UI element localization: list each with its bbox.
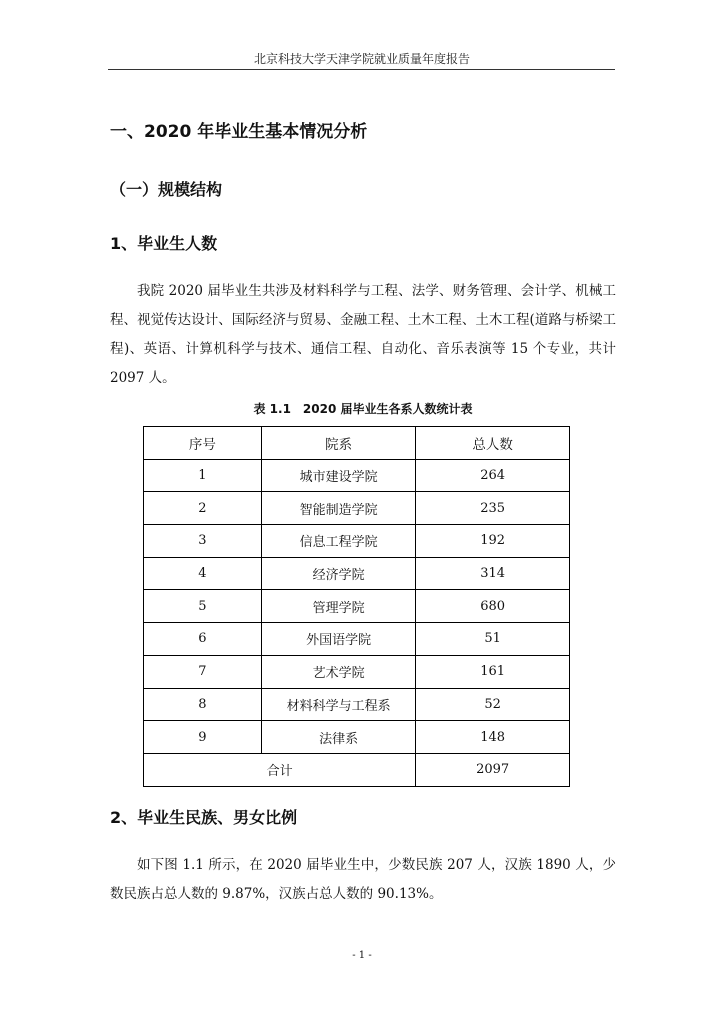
cell-total: 192 (416, 525, 570, 558)
cell-index: 8 (144, 688, 262, 721)
cell-index: 1 (144, 459, 262, 492)
table-row (144, 688, 570, 721)
table-caption: 表 1.1 2020 届毕业生各系人数统计表 (253, 402, 473, 416)
cell-department: 城市建设学院 (261, 459, 415, 492)
cell-total: 52 (416, 688, 570, 721)
subsection-title: （一）规模结构 (110, 180, 223, 199)
total-value: 2097 (416, 753, 570, 786)
item1-title: 1、毕业生人数 (110, 234, 218, 253)
total-label: 合计 (144, 753, 416, 786)
item2-paragraph: 如下图 1.1 所示，在 2020 届毕业生中，少数民族 207 人，汉族 1890 人，少数民族占总人数的 9.87%，汉族占总人数的 90.13%。 (110, 857, 616, 902)
table-total-row (144, 753, 570, 786)
cell-department: 智能制造学院 (261, 492, 415, 525)
cell-index: 4 (144, 557, 262, 590)
cell-index: 6 (144, 623, 262, 656)
cell-department: 材料科学与工程系 (261, 688, 415, 721)
table-row (144, 557, 570, 590)
table-row (144, 655, 570, 688)
table-row (144, 623, 570, 656)
cell-index: 5 (144, 590, 262, 623)
cell-department: 经济学院 (261, 557, 415, 590)
header-index: 序号 (144, 427, 262, 460)
cell-total: 148 (416, 721, 570, 754)
cell-total: 680 (416, 590, 570, 623)
section-title: 一、2020 年毕业生基本情况分析 (110, 122, 368, 142)
item2-title: 2、毕业生民族、男女比例 (110, 808, 298, 827)
page-header: 北京科技大学天津学院就业质量年度报告 (253, 52, 470, 66)
table-row (144, 590, 570, 623)
cell-total: 264 (416, 459, 570, 492)
cell-department: 外国语学院 (261, 623, 415, 656)
cell-index: 9 (144, 721, 262, 754)
cell-total: 314 (416, 557, 570, 590)
item1-paragraph: 我院 2020 届毕业生共涉及材料科学与工程、法学、财务管理、会计学、机械工程、视觉传达设计、国际经济与贸易、金融工程、土木工程、土木工程(道路与桥梁工程)、英语、计算机科学与技术、通信工程、自动化、音乐表演等 15 个专业，共计 2097 人。 (110, 283, 616, 386)
header-total: 总人数 (416, 427, 570, 460)
cell-department: 管理学院 (261, 590, 415, 623)
cell-department: 法律系 (261, 721, 415, 754)
cell-total: 235 (416, 492, 570, 525)
page-number: - 1 - (352, 950, 372, 961)
table-header-row (144, 427, 570, 460)
cell-department: 艺术学院 (261, 655, 415, 688)
table-row (144, 525, 570, 558)
header-rule (108, 69, 615, 70)
department-table (143, 426, 570, 787)
cell-index: 2 (144, 492, 262, 525)
cell-total: 51 (416, 623, 570, 656)
table-row (144, 492, 570, 525)
cell-index: 7 (144, 655, 262, 688)
table-row (144, 721, 570, 754)
table-row (144, 459, 570, 492)
cell-index: 3 (144, 525, 262, 558)
cell-total: 161 (416, 655, 570, 688)
cell-department: 信息工程学院 (261, 525, 415, 558)
header-department: 院系 (261, 427, 415, 460)
